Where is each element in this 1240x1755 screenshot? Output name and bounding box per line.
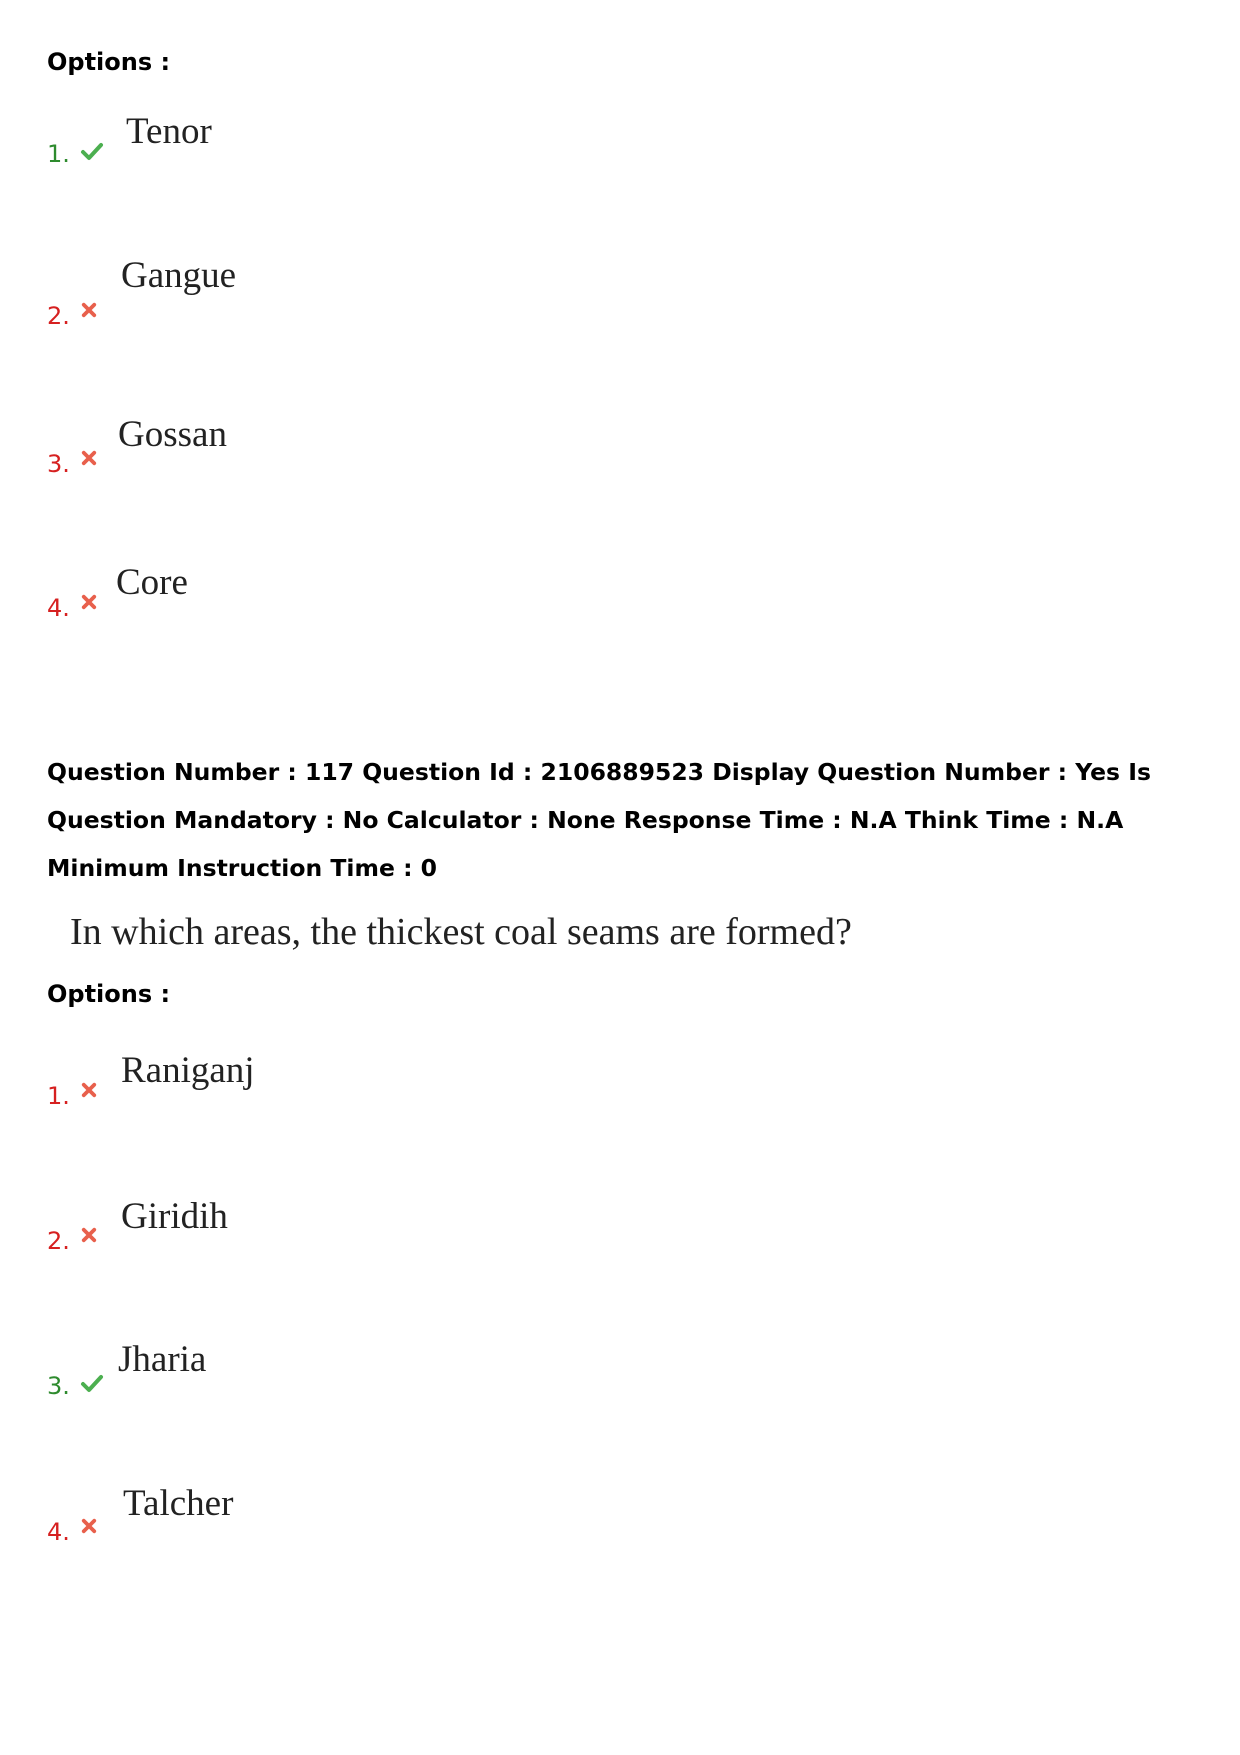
check-icon <box>80 139 104 163</box>
option-text: Tenor <box>126 111 212 152</box>
cross-icon <box>80 1226 98 1244</box>
cross-icon <box>80 301 98 319</box>
option-number: 1. <box>47 1082 98 1110</box>
option-text: Gangue <box>121 255 237 296</box>
option-number: 1. <box>47 140 104 168</box>
option-number: 2. <box>47 1227 98 1255</box>
option-number: 4. <box>47 594 98 622</box>
options-heading: Options : <box>47 980 171 1008</box>
cross-icon <box>80 593 98 611</box>
option-text: Talcher <box>123 1483 234 1524</box>
option-number: 3. <box>47 450 98 478</box>
cross-icon <box>80 1081 98 1099</box>
option-text: Gossan <box>118 414 227 455</box>
option-text: Jharia <box>118 1339 207 1380</box>
question-text: In which areas, the thickest coal seams are formed? <box>70 911 852 953</box>
option-number: 4. <box>47 1518 98 1546</box>
option-text: Raniganj <box>121 1050 255 1091</box>
option-text: Giridih <box>121 1196 228 1237</box>
option-number: 3. <box>47 1372 104 1400</box>
option-number: 2. <box>47 302 98 330</box>
question-meta: Question Number : 117 Question Id : 2106889523 Display Question Number : Yes Is Question Mandatory : No Calculator : None Response Time : N.A Think Time : N.A Minimum Instruction Time : 0 <box>47 758 1151 882</box>
check-icon <box>80 1371 104 1395</box>
cross-icon <box>80 449 98 467</box>
options-heading: Options : <box>47 48 171 76</box>
option-text: Core <box>116 562 188 603</box>
cross-icon <box>80 1517 98 1535</box>
